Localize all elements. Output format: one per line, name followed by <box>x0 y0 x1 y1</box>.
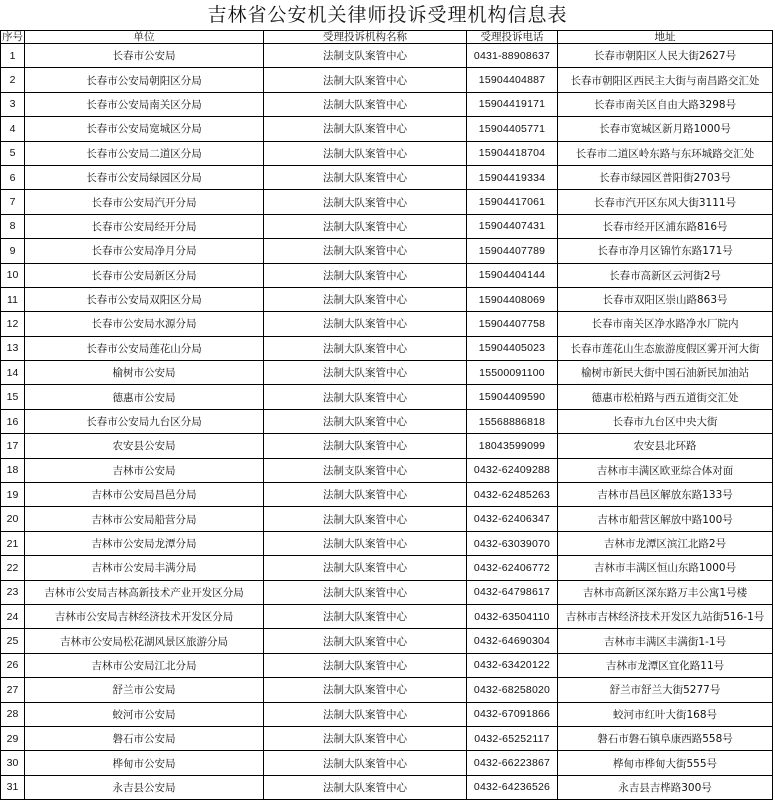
cell-address: 长春市净月区锦竹东路171号 <box>558 239 773 263</box>
table-row <box>1 775 773 799</box>
cell-address: 长春市高新区云河街2号 <box>558 263 773 287</box>
cell-no: 5 <box>1 141 25 165</box>
cell-no: 2 <box>1 68 25 92</box>
cell-address: 长春市南关区净水路净水厂院内 <box>558 312 773 336</box>
cell-address: 舒兰市舒兰大街5277号 <box>558 678 773 702</box>
cell-unit: 永吉县公安局 <box>25 775 264 799</box>
cell-phone: 15904405771 <box>467 117 558 141</box>
cell-address: 吉林市丰满区恒山东路1000号 <box>558 556 773 580</box>
cell-address: 长春市经开区浦东路816号 <box>558 214 773 238</box>
cell-address: 长春市朝阳区西民主大街与南昌路交汇处 <box>558 68 773 92</box>
table-row <box>1 604 773 628</box>
cell-org: 法制支队案管中心 <box>264 458 467 482</box>
table-row <box>1 239 773 263</box>
complaint-agency-table <box>0 30 773 800</box>
cell-org: 法制大队案管中心 <box>264 263 467 287</box>
cell-unit: 蛟河市公安局 <box>25 702 264 726</box>
cell-address: 长春市二道区岭东路与东环城路交汇处 <box>558 141 773 165</box>
table-row <box>1 165 773 189</box>
cell-phone: 15904407431 <box>467 214 558 238</box>
cell-unit: 长春市公安局绿园区分局 <box>25 165 264 189</box>
cell-unit: 长春市公安局南关区分局 <box>25 92 264 116</box>
cell-address: 吉林市船营区解放中路100号 <box>558 507 773 531</box>
table-row <box>1 556 773 580</box>
cell-no: 10 <box>1 263 25 287</box>
table-row <box>1 312 773 336</box>
cell-org: 法制大队案管中心 <box>264 239 467 263</box>
cell-unit: 吉林市公安局船营分局 <box>25 507 264 531</box>
cell-org: 法制大队案管中心 <box>264 165 467 189</box>
cell-no: 19 <box>1 483 25 507</box>
cell-org: 法制大队案管中心 <box>264 653 467 677</box>
cell-phone: 15904407789 <box>467 239 558 263</box>
cell-unit: 长春市公安局朝阳区分局 <box>25 68 264 92</box>
cell-phone: 15904405023 <box>467 336 558 360</box>
cell-no: 31 <box>1 775 25 799</box>
table-row <box>1 483 773 507</box>
cell-org: 法制大队案管中心 <box>264 214 467 238</box>
cell-phone: 15500091100 <box>467 361 558 385</box>
cell-address: 蛟河市红叶大街168号 <box>558 702 773 726</box>
cell-no: 27 <box>1 678 25 702</box>
cell-unit: 磐石市公安局 <box>25 726 264 750</box>
cell-phone: 0432-63039070 <box>467 531 558 555</box>
cell-address: 长春市双阳区崇山路863号 <box>558 287 773 311</box>
table-header <box>1 31 773 44</box>
cell-unit: 吉林市公安局江北分局 <box>25 653 264 677</box>
cell-phone: 15904408069 <box>467 287 558 311</box>
cell-phone: 0432-68258020 <box>467 678 558 702</box>
cell-address: 吉林市龙潭区滨江北路2号 <box>558 531 773 555</box>
cell-org: 法制大队案管中心 <box>264 531 467 555</box>
cell-address: 长春市九台区中央大街 <box>558 409 773 433</box>
table-row <box>1 287 773 311</box>
cell-no: 30 <box>1 751 25 775</box>
table-body <box>1 44 773 800</box>
cell-org: 法制大队案管中心 <box>264 287 467 311</box>
cell-phone: 0432-67091866 <box>467 702 558 726</box>
cell-unit: 德惠市公安局 <box>25 385 264 409</box>
cell-unit: 农安县公安局 <box>25 434 264 458</box>
cell-unit: 榆树市公安局 <box>25 361 264 385</box>
cell-unit: 长春市公安局莲花山分局 <box>25 336 264 360</box>
cell-no: 23 <box>1 580 25 604</box>
table-row <box>1 458 773 482</box>
cell-org: 法制大队案管中心 <box>264 726 467 750</box>
cell-phone: 0432-62485263 <box>467 483 558 507</box>
document-title: 吉林省公安机关律师投诉受理机构信息表 <box>207 4 568 26</box>
cell-unit: 吉林市公安局 <box>25 458 264 482</box>
cell-no: 24 <box>1 604 25 628</box>
table-row <box>1 385 773 409</box>
table-row <box>1 190 773 214</box>
cell-org: 法制大队案管中心 <box>264 507 467 531</box>
cell-phone: 0432-64798617 <box>467 580 558 604</box>
cell-unit: 长春市公安局净月分局 <box>25 239 264 263</box>
cell-org: 法制支队案管中心 <box>264 44 467 68</box>
cell-address: 长春市莲花山生态旅游度假区雾开河大街 <box>558 336 773 360</box>
cell-phone: 0431-88908637 <box>467 44 558 68</box>
cell-no: 8 <box>1 214 25 238</box>
cell-org: 法制大队案管中心 <box>264 604 467 628</box>
table-row <box>1 629 773 653</box>
cell-no: 3 <box>1 92 25 116</box>
cell-unit: 长春市公安局宽城区分局 <box>25 117 264 141</box>
cell-unit: 长春市公安局九台区分局 <box>25 409 264 433</box>
cell-phone: 0432-63504110 <box>467 604 558 628</box>
cell-no: 1 <box>1 44 25 68</box>
cell-address: 农安县北环路 <box>558 434 773 458</box>
cell-no: 13 <box>1 336 25 360</box>
cell-phone: 0432-64236526 <box>467 775 558 799</box>
table-row <box>1 726 773 750</box>
cell-address: 吉林市高新区深东路万丰公寓1号楼 <box>558 580 773 604</box>
cell-phone: 0432-64690304 <box>467 629 558 653</box>
column-header-no: 序号 <box>2 31 23 43</box>
cell-no: 6 <box>1 165 25 189</box>
cell-address: 吉林市吉林经济技术开发区九站街516-1号 <box>558 604 773 628</box>
table-row <box>1 409 773 433</box>
table-row <box>1 44 773 68</box>
cell-unit: 吉林市公安局龙潭分局 <box>25 531 264 555</box>
cell-no: 29 <box>1 726 25 750</box>
header-row <box>1 31 773 44</box>
cell-org: 法制大队案管中心 <box>264 483 467 507</box>
cell-phone: 15904419171 <box>467 92 558 116</box>
cell-address: 吉林市丰满区欧亚综合体对面 <box>558 458 773 482</box>
cell-phone: 0432-66223867 <box>467 751 558 775</box>
cell-phone: 15904407758 <box>467 312 558 336</box>
cell-unit: 吉林市公安局吉林高新技术产业开发区分局 <box>25 580 264 604</box>
cell-phone: 15904418704 <box>467 141 558 165</box>
cell-address: 长春市汽开区东风大街3111号 <box>558 190 773 214</box>
cell-address: 磐石市磐石镇阜康西路558号 <box>558 726 773 750</box>
cell-unit: 长春市公安局 <box>25 44 264 68</box>
cell-org: 法制大队案管中心 <box>264 68 467 92</box>
cell-address: 榆树市新民大街中国石油新民加油站 <box>558 361 773 385</box>
cell-org: 法制大队案管中心 <box>264 580 467 604</box>
cell-unit: 长春市公安局经开分局 <box>25 214 264 238</box>
cell-no: 28 <box>1 702 25 726</box>
cell-unit: 长春市公安局新区分局 <box>25 263 264 287</box>
cell-phone: 18043599099 <box>467 434 558 458</box>
cell-phone: 0432-62406347 <box>467 507 558 531</box>
cell-phone: 0432-62406772 <box>467 556 558 580</box>
cell-org: 法制大队案管中心 <box>264 434 467 458</box>
cell-no: 9 <box>1 239 25 263</box>
cell-address: 吉林市昌邑区解放东路133号 <box>558 483 773 507</box>
cell-org: 法制大队案管中心 <box>264 629 467 653</box>
cell-address: 吉林市龙潭区宜化路11号 <box>558 653 773 677</box>
cell-unit: 吉林市公安局松花湖风景区旅游分局 <box>25 629 264 653</box>
cell-org: 法制大队案管中心 <box>264 678 467 702</box>
table-row <box>1 92 773 116</box>
table-row <box>1 751 773 775</box>
cell-no: 22 <box>1 556 25 580</box>
cell-org: 法制大队案管中心 <box>264 190 467 214</box>
cell-no: 11 <box>1 287 25 311</box>
cell-unit: 长春市公安局双阳区分局 <box>25 287 264 311</box>
cell-address: 长春市宽城区新月路1000号 <box>558 117 773 141</box>
cell-org: 法制大队案管中心 <box>264 409 467 433</box>
cell-no: 14 <box>1 361 25 385</box>
cell-address: 桦甸市桦甸大街555号 <box>558 751 773 775</box>
cell-no: 25 <box>1 629 25 653</box>
cell-no: 15 <box>1 385 25 409</box>
table-row <box>1 678 773 702</box>
cell-no: 16 <box>1 409 25 433</box>
column-header-unit: 单位 <box>25 31 264 44</box>
cell-address: 长春市南关区自由大路3298号 <box>558 92 773 116</box>
cell-org: 法制大队案管中心 <box>264 312 467 336</box>
cell-unit: 吉林市公安局昌邑分局 <box>25 483 264 507</box>
cell-unit: 长春市公安局汽开分局 <box>25 190 264 214</box>
table-row <box>1 68 773 92</box>
table-row <box>1 531 773 555</box>
cell-phone: 15904404144 <box>467 263 558 287</box>
table-row <box>1 361 773 385</box>
cell-phone: 15904404887 <box>467 68 558 92</box>
cell-org: 法制大队案管中心 <box>264 117 467 141</box>
cell-unit: 长春市公安局水源分局 <box>25 312 264 336</box>
cell-no: 18 <box>1 458 25 482</box>
table-row <box>1 141 773 165</box>
cell-org: 法制大队案管中心 <box>264 702 467 726</box>
cell-phone: 0432-62409288 <box>467 458 558 482</box>
cell-address: 长春市朝阳区人民大街2627号 <box>558 44 773 68</box>
cell-no: 4 <box>1 117 25 141</box>
cell-no: 17 <box>1 434 25 458</box>
column-header-phone: 受理投诉电话 <box>467 31 558 44</box>
cell-no: 21 <box>1 531 25 555</box>
cell-unit: 桦甸市公安局 <box>25 751 264 775</box>
table-row <box>1 653 773 677</box>
cell-phone: 15904409590 <box>467 385 558 409</box>
table-row <box>1 214 773 238</box>
table-row <box>1 263 773 287</box>
table-row <box>1 702 773 726</box>
table-row <box>1 434 773 458</box>
cell-org: 法制大队案管中心 <box>264 751 467 775</box>
column-header-address: 地址 <box>558 31 773 44</box>
cell-org: 法制大队案管中心 <box>264 385 467 409</box>
cell-phone: 0432-63420122 <box>467 653 558 677</box>
cell-address: 吉林市丰满区丰满街1-1号 <box>558 629 773 653</box>
cell-unit: 舒兰市公安局 <box>25 678 264 702</box>
cell-org: 法制大队案管中心 <box>264 775 467 799</box>
cell-address: 德惠市松柏路与西五道街交汇处 <box>558 385 773 409</box>
column-header-org: 受理投诉机构名称 <box>264 31 467 44</box>
cell-no: 7 <box>1 190 25 214</box>
cell-unit: 吉林市公安局丰满分局 <box>25 556 264 580</box>
table-row <box>1 117 773 141</box>
cell-org: 法制大队案管中心 <box>264 336 467 360</box>
cell-org: 法制大队案管中心 <box>264 92 467 116</box>
cell-phone: 15904419334 <box>467 165 558 189</box>
cell-unit: 长春市公安局二道区分局 <box>25 141 264 165</box>
cell-address: 永吉县吉桦路300号 <box>558 775 773 799</box>
cell-phone: 0432-65252117 <box>467 726 558 750</box>
cell-org: 法制大队案管中心 <box>264 141 467 165</box>
cell-address: 长春市绿园区普阳街2703号 <box>558 165 773 189</box>
cell-org: 法制大队案管中心 <box>264 361 467 385</box>
cell-phone: 15568886818 <box>467 409 558 433</box>
cell-org: 法制大队案管中心 <box>264 556 467 580</box>
cell-no: 26 <box>1 653 25 677</box>
table-row <box>1 580 773 604</box>
cell-phone: 15904417061 <box>467 190 558 214</box>
table-row <box>1 336 773 360</box>
cell-no: 12 <box>1 312 25 336</box>
table-row <box>1 507 773 531</box>
cell-no: 20 <box>1 507 25 531</box>
cell-unit: 吉林市公安局吉林经济技术开发区分局 <box>25 604 264 628</box>
